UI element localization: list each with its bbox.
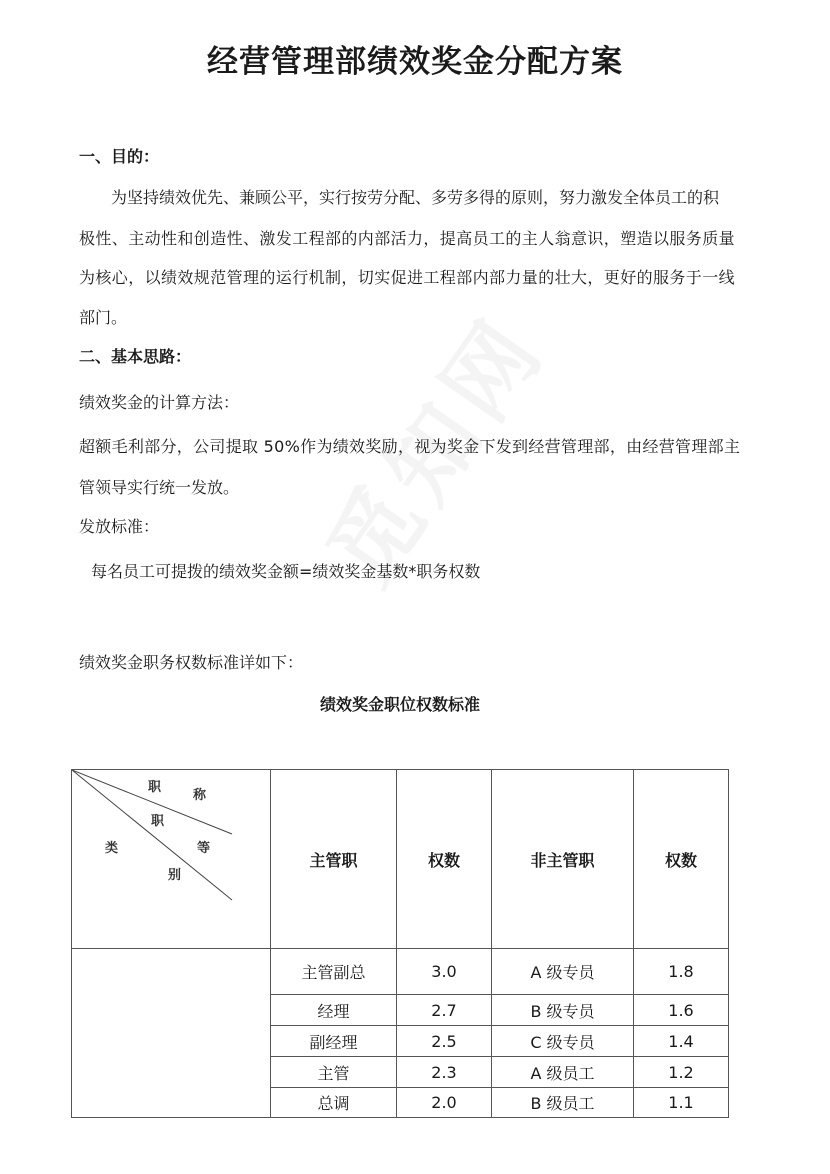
cell: 1.8 [634, 949, 729, 995]
section-heading-approach: 二、基本思路： [79, 347, 192, 366]
detail-intro: 绩效奖金职务权数标准详如下： [79, 653, 304, 672]
table-title: 绩效奖金职位权数标准 [319, 695, 480, 714]
calc-method-label: 绩效奖金的计算方法： [79, 393, 240, 412]
cell: 副经理 [271, 1026, 397, 1057]
weight-table [71, 769, 729, 1118]
cell: 2.0 [397, 1088, 492, 1118]
diag-label: 职 [148, 780, 162, 795]
cell: 1.4 [634, 1026, 729, 1057]
cell: 主管 [271, 1057, 397, 1088]
diagonal-lines [72, 770, 270, 948]
diagonal-header-cell [72, 770, 271, 949]
cell: A 级员工 [492, 1057, 634, 1088]
cell: B 级专员 [492, 995, 634, 1026]
paragraph-line: 为核心，以绩效规范管理的运行机制，切实促进工程部内部力量的壮大，更好的服务于一线 [79, 268, 736, 287]
header-non-supervisor: 非主管职 [492, 770, 634, 949]
diag-label: 称 [193, 788, 207, 803]
diag-label: 别 [168, 868, 182, 883]
diag-label: 职 [151, 814, 165, 829]
category-cell [72, 949, 271, 1118]
formula: 每名员工可提拨的绩效奖金额=绩效奖金基数*职务权数 [91, 562, 481, 581]
section-heading-purpose: 一、目的： [79, 147, 160, 166]
header-weight: 权数 [634, 770, 729, 949]
table-row [72, 949, 729, 995]
cell: 3.0 [397, 949, 492, 995]
table-header-row [72, 770, 729, 949]
paragraph-line: 超额毛利部分，公司提取 50%作为绩效奖励，视为奖金下发到经营管理部，由经营管理部主 [79, 437, 741, 456]
paragraph-line: 极性、主动性和创造性、激发工程部的内部活力，提高员工的主人翁意识，塑造以服务质量 [79, 229, 736, 248]
cell: 1.1 [634, 1088, 729, 1118]
cell: 2.5 [397, 1026, 492, 1057]
cell: 1.6 [634, 995, 729, 1026]
header-supervisor: 主管职 [271, 770, 397, 949]
diag-label: 等 [197, 841, 211, 856]
cell: B 级员工 [492, 1088, 634, 1118]
standard-label: 发放标准： [79, 517, 160, 536]
cell: A 级专员 [492, 949, 634, 995]
paragraph-line: 为坚持绩效优先、兼顾公平，实行按劳分配、多劳多得的原则，努力激发全体员工的积 [111, 188, 720, 207]
header-weight: 权数 [397, 770, 492, 949]
cell: 2.7 [397, 995, 492, 1026]
paragraph-line: 部门。 [79, 308, 128, 327]
cell: C 级专员 [492, 1026, 634, 1057]
cell: 2.3 [397, 1057, 492, 1088]
paragraph-line: 管领导实行统一发放。 [79, 478, 240, 497]
cell: 主管副总 [271, 949, 397, 995]
diag-label: 类 [105, 841, 119, 856]
page-title: 经营管理部绩效奖金分配方案 [207, 44, 623, 80]
cell: 经理 [271, 995, 397, 1026]
cell: 总调 [271, 1088, 397, 1118]
cell: 1.2 [634, 1057, 729, 1088]
